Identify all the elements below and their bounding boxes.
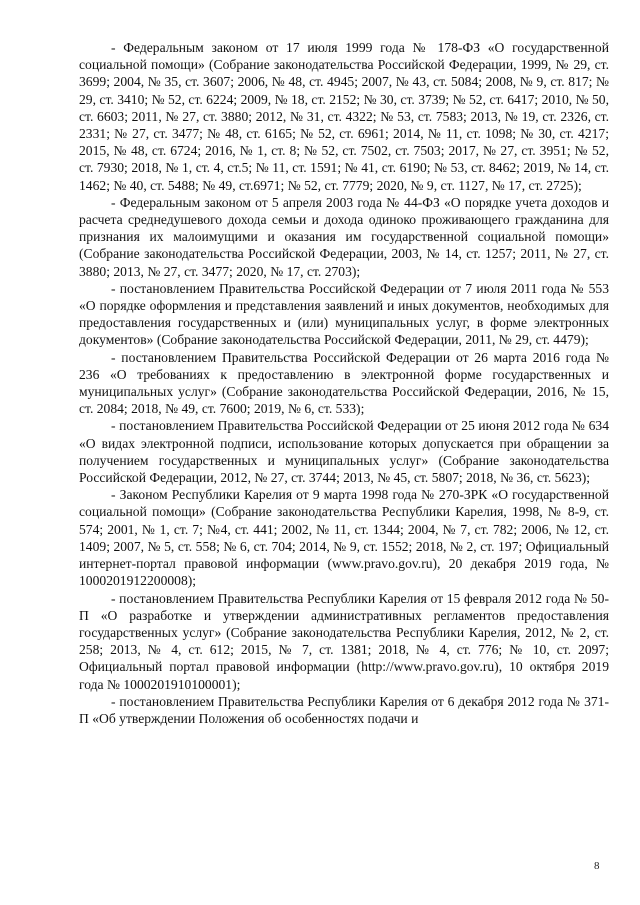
paragraph-federal-law-44: - Федеральным законом от 5 апреля 2003 года № 44-ФЗ «О порядке учета доходов и расчета среднедушевого дохода семьи и дохода одиноко проживающего гражданина для признания их малоимущими и оказания им государственной социальной помощи» (Собрание законодательства Российской Федерации, 2003, № 14, ст. 1257; 2011, № 27, ст. 3880; 2013, № 27, ст. 3477; 2020, № 17, ст. 2703);: [79, 194, 609, 279]
paragraph-federal-law-178: - Федеральным законом от 17 июля 1999 года № 178-ФЗ «О государственной социальной помощи» (Собрание законодательства Российской Федерации, 1999, № 29, ст. 3699; 2004, № 35, ст. 3607; 2006, № 48, ст. 4945; 2007, № 43, ст. 5084; 2008, № 9, ст. 817; № 29, ст. 3410; № 52, ст. 6224; 2009, № 18, ст. 2152; № 30, ст. 3739; № 52, ст. 6417; 2010, № 50, ст. 6603; 2011, № 27, ст. 3880; 2012, № 31, ст. 4322; № 53, ст. 7583; 2013, № 19, ст. 2326, ст. 2331; № 27, ст. 3477; № 48, ст. 6165; № 52, ст. 6961; 2014, № 11, ст. 1098; № 30, ст. 4217; 2015, № 48, ст. 6724; 2016, № 1, ст. 8; № 52, ст. 7502, ст. 7503; 2017, № 27, ст. 3951; № 52, ст. 7930; 2018, № 1, ст. 4, ст.5; № 11, ст. 1591; № 41, ст. 6190; № 53, ст. 8462; 2019, № 14, ст. 1462; № 40, ст. 5488; № 49, ст.6971; № 52, ст. 7779; 2020, № 9, ст. 1127, № 17, ст. 2725);: [79, 40, 609, 193]
paragraph-government-decree-634: - постановлением Правительства Российской Федерации от 25 июня 2012 года № 634 «О видах электронной подписи, использование которых допускается при обращении за получением государственных и муниципальных услуг» (Собрание законодательства Российской Федерации, 2012, № 27, ст. 3744; 2013, № 45, ст. 5807; 2018, № 36, ст. 5623);: [79, 418, 609, 486]
paragraph-government-decree-236: - постановлением Правительства Российской Федерации от 26 марта 2016 года № 236 «О требованиях к предоставлению в электронной форме государственных и муниципальных услуг» (Собрание законодательства Российской Федерации, 2016, № 15, ст. 2084; 2018, № 49, ст. 7600; 2019, № 6, ст. 533);: [79, 349, 609, 417]
paragraph-karelia-decree-50: - постановлением Правительства Республики Карелия от 15 февраля 2012 года № 50-П «О разработке и утверждении административных регламентов предоставления государственных услуг» (Собрание законодательства Республики Карелия, 2012, № 2, ст. 258; 2013, № 4, ст. 612; 2015, № 7, ст. 1381; 2018, № 4, ст. 776; № 10, ст. 2097; Официальный портал правовой информации (http://www.pravo.gov.ru), 10 октября 2019 года № 1000201910100001);: [79, 590, 609, 692]
paragraph-karelia-law-270: - Законом Республики Карелия от 9 марта 1998 года № 270-ЗРК «О государственной социальной помощи» (Собрание законодательства Республики Карелия, 1998, № 8-9, ст. 574; 2001, № 1, ст. 7; №4, ст. 441; 2002, № 11, ст. 1344; 2004, № 7, ст. 782; 2006, № 12, ст. 1409; 2007, № 5, ст. 558; № 6, ст. 704; 2014, № 9, ст. 1552; 2018, № 2, ст. 197; Официальный интернет-портал правовой информации (www.pravo.gov.ru), 20 декабря 2019 года, № 1000201912200008);: [79, 487, 609, 589]
page-number: 8: [594, 860, 600, 872]
paragraph-government-decree-553: - постановлением Правительства Российской Федерации от 7 июля 2011 года № 553 «О порядке оформления и представления заявлений и иных документов, необходимых для предоставления государственных и (или) муниципальных услуг, в форме электронных документов» (Собрание законодательства Российской Федерации, 2011, № 29, ст. 4479);: [79, 280, 609, 348]
document-body: [79, 39, 609, 727]
paragraph-karelia-decree-371: - постановлением Правительства Республики Карелия от 6 декабря 2012 года № 371-П «Об утверждении Положения об особенностях подачи и: [79, 693, 609, 726]
